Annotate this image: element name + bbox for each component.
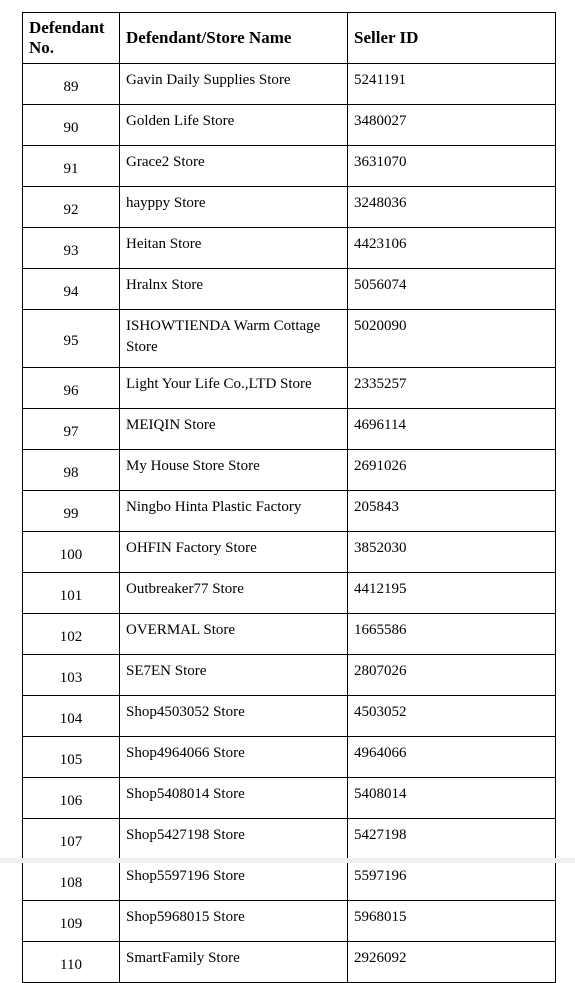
table-row — [23, 491, 556, 532]
store-name-cell: Golden Life Store — [120, 105, 348, 146]
table-row — [23, 655, 556, 696]
table-row — [23, 614, 556, 655]
table-row — [23, 146, 556, 187]
table-row — [23, 860, 556, 901]
seller-id-cell: 5408014 — [348, 778, 556, 819]
store-name-cell: Shop5597196 Store — [120, 860, 348, 901]
defendant-number-cell: 109 — [23, 901, 120, 942]
store-name-cell: SmartFamily Store — [120, 942, 348, 983]
store-name-cell: Shop4503052 Store — [120, 696, 348, 737]
store-name-cell: hayppy Store — [120, 187, 348, 228]
seller-id-cell: 5968015 — [348, 901, 556, 942]
defendant-number-cell: 102 — [23, 614, 120, 655]
seller-id-cell: 2807026 — [348, 655, 556, 696]
table-row — [23, 819, 556, 860]
defendant-number-cell: 95 — [23, 310, 120, 368]
store-name-cell: OHFIN Factory Store — [120, 532, 348, 573]
defendant-number-cell: 106 — [23, 778, 120, 819]
seller-id-cell: 205843 — [348, 491, 556, 532]
defendant-number-cell: 100 — [23, 532, 120, 573]
seller-id-cell: 5056074 — [348, 269, 556, 310]
seller-id-cell: 4423106 — [348, 228, 556, 269]
defendant-number-cell: 91 — [23, 146, 120, 187]
defendant-number-cell: 107 — [23, 819, 120, 860]
seller-id-cell: 2691026 — [348, 450, 556, 491]
seller-id-cell: 3248036 — [348, 187, 556, 228]
table-row — [23, 450, 556, 491]
defendant-number-cell: 94 — [23, 269, 120, 310]
store-name-cell: Grace2 Store — [120, 146, 348, 187]
seller-id-cell: 4696114 — [348, 409, 556, 450]
table-row — [23, 64, 556, 105]
defendant-table — [22, 12, 556, 983]
table-row — [23, 187, 556, 228]
table-row — [23, 269, 556, 310]
store-name-cell: ISHOWTIENDA Warm Cottage Store — [120, 310, 348, 368]
store-name-cell: Shop5427198 Store — [120, 819, 348, 860]
store-name-cell: Shop5968015 Store — [120, 901, 348, 942]
header-defendant-no-line1: Defendant — [29, 18, 105, 37]
table-row — [23, 942, 556, 983]
seller-id-cell: 5020090 — [348, 310, 556, 368]
table-row — [23, 901, 556, 942]
page-bottom-edge — [0, 858, 575, 863]
store-name-cell: OVERMAL Store — [120, 614, 348, 655]
store-name-cell: Heitan Store — [120, 228, 348, 269]
seller-id-cell: 5597196 — [348, 860, 556, 901]
defendant-number-cell: 93 — [23, 228, 120, 269]
defendant-number-cell: 96 — [23, 368, 120, 409]
table-row — [23, 573, 556, 614]
table-row — [23, 368, 556, 409]
defendant-number-cell: 101 — [23, 573, 120, 614]
store-name-cell: Hralnx Store — [120, 269, 348, 310]
defendant-number-cell: 110 — [23, 942, 120, 983]
table-row — [23, 228, 556, 269]
table-row — [23, 737, 556, 778]
header-row — [23, 13, 556, 64]
defendant-number-cell: 97 — [23, 409, 120, 450]
defendant-number-cell: 99 — [23, 491, 120, 532]
defendant-number-cell: 104 — [23, 696, 120, 737]
table-row — [23, 105, 556, 146]
seller-id-cell: 4964066 — [348, 737, 556, 778]
defendant-number-cell: 103 — [23, 655, 120, 696]
seller-id-cell: 3631070 — [348, 146, 556, 187]
seller-id-cell: 3852030 — [348, 532, 556, 573]
seller-id-cell: 3480027 — [348, 105, 556, 146]
defendant-number-cell: 89 — [23, 64, 120, 105]
seller-id-cell: 1665586 — [348, 614, 556, 655]
table-row — [23, 532, 556, 573]
store-name-cell: Shop5408014 Store — [120, 778, 348, 819]
store-name-cell: Light Your Life Co.,LTD Store — [120, 368, 348, 409]
table-row — [23, 409, 556, 450]
seller-id-cell: 4412195 — [348, 573, 556, 614]
seller-id-cell: 5427198 — [348, 819, 556, 860]
defendant-number-cell: 98 — [23, 450, 120, 491]
table-row — [23, 310, 556, 368]
store-name-cell: SE7EN Store — [120, 655, 348, 696]
table-row — [23, 696, 556, 737]
store-name-cell: Ningbo Hinta Plastic Factory — [120, 491, 348, 532]
defendant-number-cell: 105 — [23, 737, 120, 778]
seller-id-cell: 5241191 — [348, 64, 556, 105]
header-store-name: Defendant/Store Name — [120, 13, 348, 64]
store-name-cell: Outbreaker77 Store — [120, 573, 348, 614]
store-name-cell: My House Store Store — [120, 450, 348, 491]
header-seller-id: Seller ID — [348, 13, 556, 64]
defendant-number-cell: 90 — [23, 105, 120, 146]
store-name-cell: MEIQIN Store — [120, 409, 348, 450]
seller-id-cell: 4503052 — [348, 696, 556, 737]
store-name-cell: Shop4964066 Store — [120, 737, 348, 778]
seller-id-cell: 2335257 — [348, 368, 556, 409]
store-name-cell: Gavin Daily Supplies Store — [120, 64, 348, 105]
header-defendant-no — [23, 13, 120, 64]
defendant-number-cell: 108 — [23, 860, 120, 901]
seller-id-cell: 2926092 — [348, 942, 556, 983]
header-defendant-no-line2: No. — [29, 38, 55, 57]
defendant-number-cell: 92 — [23, 187, 120, 228]
table-row — [23, 778, 556, 819]
